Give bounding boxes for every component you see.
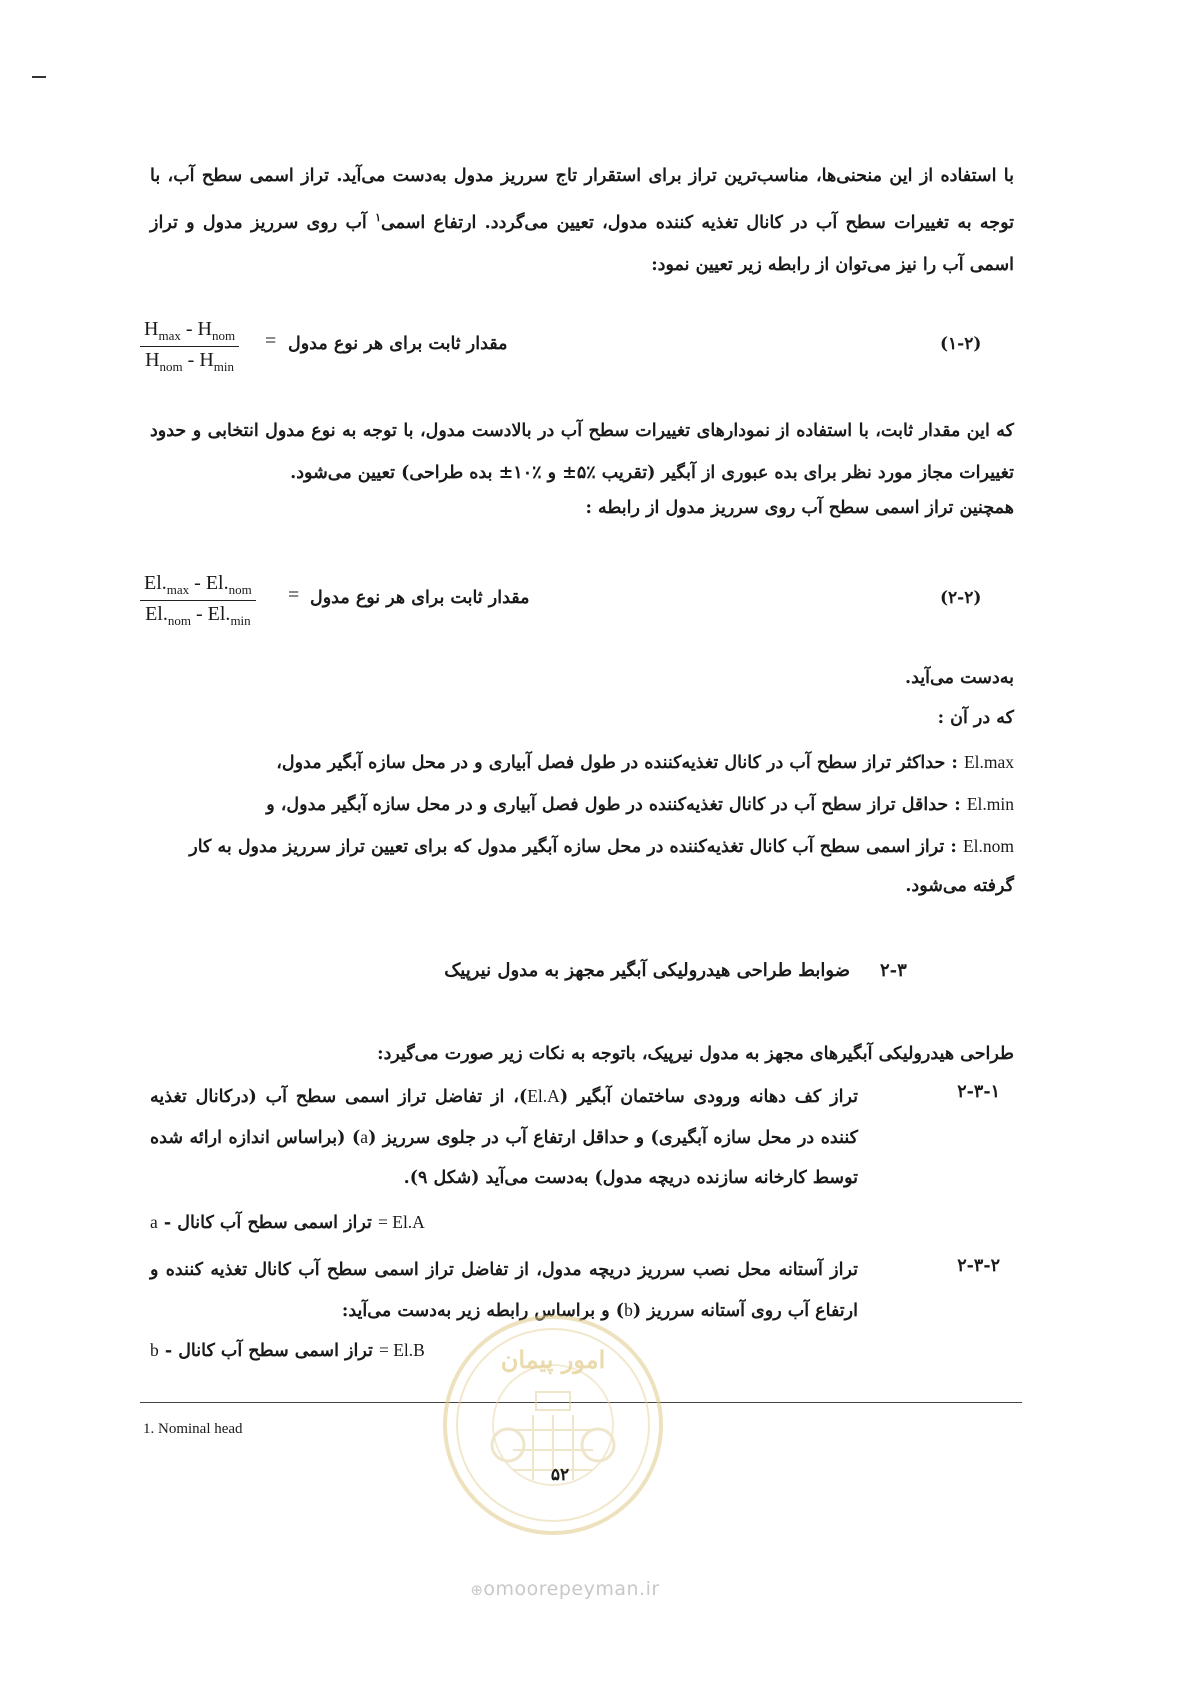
obtained-text: به‌دست می‌آید. — [905, 668, 1014, 688]
equals-sign: = — [288, 584, 300, 606]
definition-el-nom: El.nom : تراز اسمی سطح آب کانال تغذیه‌کننده در محل سازه آبگیر مدول که برای تعیین تراز سرریز مدول به کار — [189, 836, 1014, 857]
equals-sign: = — [265, 330, 277, 352]
denominator: $H_{nom} - H_{min}$ — [145, 349, 235, 374]
section-title: ضوابط طراحی هیدرولیکی آبگیر مجهز به مدول نیرپیک — [444, 960, 850, 981]
numerator: $H_{max} - H_{nom}$ — [140, 318, 239, 347]
definition-el-min: El.min : حداقل تراز سطح آب در کانال تغذیه‌کننده در طول فصل آبیاری و در محل سازه آبگیر مدول، و — [266, 794, 1014, 815]
denominator: $El._{nom} - El._{min}$ — [145, 603, 251, 628]
equation-number: (۱-۲) — [940, 334, 982, 354]
numerator: $El._{max} - El._{nom}$ — [140, 572, 256, 601]
footnote-reference: ۱ — [375, 211, 382, 224]
paragraph-intro: با استفاده از این منحنی‌ها، مناسب‌ترین تراز برای استقرار تاج سرریز مدول به‌دست می‌آید. تراز اسمی سطح آب، با توجه به تغییرات سطح آب در کانال تغذیه کننده مدول، تعیین می‌گردد. ارتفاع اسمی$^۱$ آب روی سرریز مدول و تراز اسمی آب را نیز می‌توان از رابطه زیر تعیین نمود: — [150, 166, 1014, 275]
watermark-seal-text: امور پیمان — [500, 1345, 606, 1374]
definition-el-nom-cont: گرفته می‌شود. — [905, 876, 1014, 896]
definition-term: El.max — [963, 752, 1014, 772]
item-sill-level: تراز آستانه محل نصب سرریز دریچه مدول، از تفاضل تراز اسمی سطح آب کانال تغذیه کننده و ارتفاع آب روی آستانه سرریز (b) و براساس رابطه زیر به‌دست می‌آید: — [150, 1260, 858, 1321]
item-number: ۲-۳-۲ — [957, 1256, 1000, 1276]
formula-el-b: El.B = تراز اسمی سطح آب کانال - b — [150, 1340, 425, 1361]
item-floor-level: تراز کف دهانه ورودی ساختمان آبگیر (El.A)، از تفاضل تراز اسمی سطح آب (درکانال تغذیه کننده در محل سازه آبگیری) و حداقل ارتفاع آب در جلوی سرریز (a) (براساس اندازه ارائه شده توسط کارخانه سازنده دریچه مدول) به‌دست می‌آید (شکل ۹). — [150, 1086, 859, 1188]
definition-term: El.nom — [962, 836, 1014, 856]
equation-number: (۲-۲) — [940, 588, 982, 608]
fraction-equation-1 — [140, 318, 239, 375]
item-number: ۲-۳-۱ — [957, 1082, 1000, 1102]
watermark-site: ⊕omoorepeyman.ir — [470, 1578, 660, 1600]
definition-el-max: El.max : حداکثر تراز سطح آب در کانال تغذیه‌کننده در طول فصل آبیاری و در محل سازه آبگیر مدول، — [276, 752, 1014, 773]
definition-term: El.min — [966, 794, 1014, 814]
paragraph-constant: که این مقدار ثابت، با استفاده از نمودارهای تغییرات سطح آب در بالادست مدول، با توجه به نوع مدول انتخابی و حدود تغییرات مجاز مورد نظر برای بده عبوری از آبگیر (تقریب ٪۵± و ٪۱۰± بده طراحی) تعیین می‌شود. — [150, 421, 1014, 483]
section-intro: طراحی هیدرولیکی آبگیرهای مجهز به مدول نیرپیک، باتوجه به نکات زیر صورت می‌گیرد: — [377, 1044, 1014, 1064]
fraction-equation-2 — [140, 572, 256, 629]
footnote: 1. Nominal head — [143, 1421, 243, 1437]
formula-el-a: El.A = تراز اسمی سطح آب کانال - a — [150, 1212, 425, 1233]
globe-icon: ⊕ — [470, 1581, 484, 1599]
section-number: ۲-۳ — [880, 960, 907, 981]
where-text: که در آن : — [937, 708, 1014, 728]
paragraph-nominal-level: همچنین تراز اسمی سطح آب روی سرریز مدول از رابطه : — [585, 498, 1014, 518]
equation-label: مقدار ثابت برای هر نوع مدول — [288, 334, 508, 354]
page-number: ۵۲ — [550, 1465, 570, 1485]
equation-label: مقدار ثابت برای هر نوع مدول — [310, 588, 530, 608]
margin-mark — [32, 76, 46, 78]
